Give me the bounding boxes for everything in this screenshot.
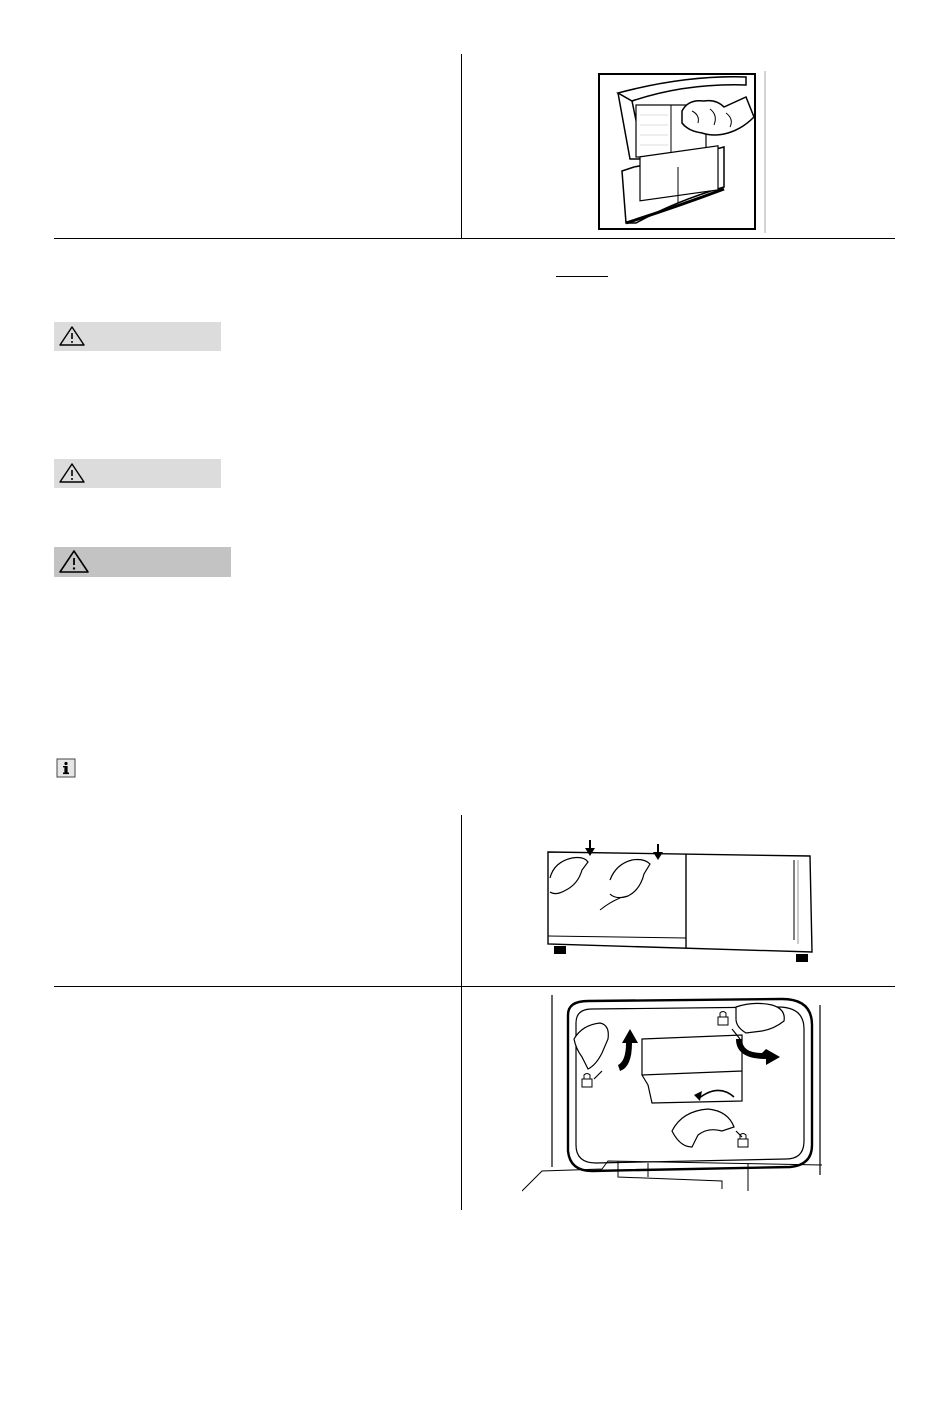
warning-triangle-icon: [58, 462, 86, 484]
info-icon: [56, 758, 76, 778]
bottom-column-divider: [461, 815, 462, 1210]
warning-triangle-icon: [58, 325, 86, 347]
warning-banner-1: [54, 322, 221, 351]
figure-filter-cleaning: [596, 71, 768, 233]
bottom-section-rule: [54, 986, 895, 987]
underline-mark: [556, 276, 608, 277]
warning-banner-2: [54, 459, 221, 488]
top-section-rule: [54, 238, 895, 239]
warning-triangle-icon: [58, 549, 90, 574]
figure-drawer-press: [540, 840, 820, 968]
top-column-divider: [461, 54, 462, 238]
figure-door-lamp: [522, 995, 827, 1200]
warning-banner-3: [54, 547, 231, 577]
